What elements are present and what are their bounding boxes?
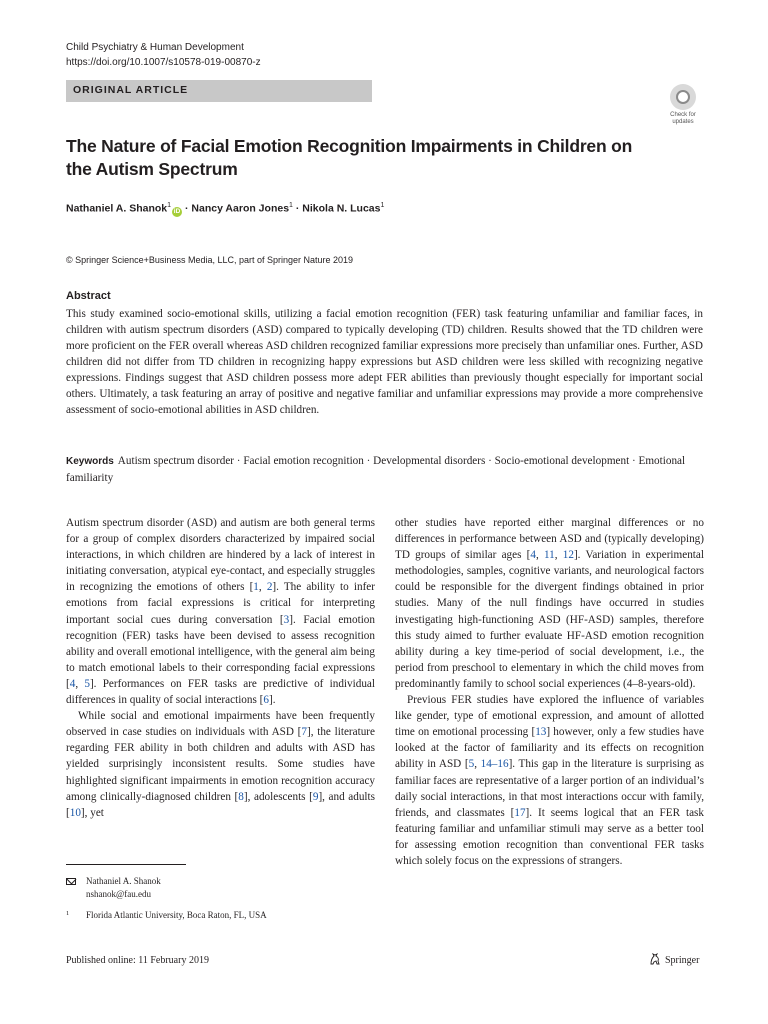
author-affiliation-marker: 1 — [167, 202, 172, 209]
citation-link[interactable]: 13 — [535, 726, 547, 739]
body-column-left — [66, 515, 375, 821]
check-for-updates-button[interactable] — [665, 84, 701, 124]
check-updates-label: Check for updates — [670, 112, 696, 125]
orcid-icon[interactable]: iD — [173, 207, 181, 215]
keywords-text: Autism spectrum disorder · Facial emotion recognition · Developmental disorders · Socio-emotional development · Emotional familiarity — [66, 455, 686, 484]
citation-link[interactable]: 14–16 — [480, 758, 509, 771]
citation-link[interactable]: 7 — [301, 726, 307, 739]
check-updates-icon — [670, 84, 696, 110]
citation-link[interactable]: 1 — [253, 581, 259, 594]
citation-link[interactable]: 4 — [530, 549, 536, 562]
footnotes — [66, 875, 267, 922]
author-name[interactable]: Nikola N. Lucas — [302, 202, 381, 215]
footnote-divider — [66, 864, 186, 865]
article-title: The Nature of Facial Emotion Recognition Impairments in Children on the Autism Spectrum — [66, 136, 633, 179]
corresponding-author-email[interactable]: nshanok@fau.edu — [86, 889, 152, 899]
paragraph: While social and emotional impairments have been frequently observed in case studies on individuals with ASD [7], the literature regarding FER ability in both children and adults with ASD has yielded surprisingly inconsistent results. Some studies have highlighted significant impairments in emotion recognition accuracy among clinically-diagnosed children [8], adolescents [9], and adults [10], yet — [66, 710, 375, 819]
citation-link[interactable]: 9 — [312, 790, 319, 803]
journal-header — [66, 40, 261, 70]
citation-link[interactable]: 4 — [69, 677, 76, 690]
body-column-right — [395, 515, 704, 869]
keywords-block — [66, 453, 703, 486]
journal-name: Child Psychiatry & Human Development — [66, 42, 244, 53]
corresponding-author-name: Nathaniel A. Shanok — [86, 876, 161, 886]
corresponding-author — [66, 875, 267, 901]
author-separator: · — [182, 202, 192, 215]
author-name[interactable]: Nathaniel A. Shanok — [66, 202, 168, 215]
publisher-logo — [648, 952, 699, 966]
author-affiliation-marker: 1 — [380, 202, 385, 209]
paragraph: Previous FER studies have explored the influence of variables like gender, type of emotional expression, and amount of allotted time on emotional processing [13] however, only a few studies have looked at the factor of familiarity and its effects on recognition ability in ASD [5, 14–16]. This gap in the literature is surprising as familiar faces are representative of a larger portion of an individual’s daily social interactions, in that most interactions occur with family, friends, and classmates [17]. It seems logical that an FER task featuring familiar and unfamiliar stimuli may serve as a better tool for assessing emotion recognition than conventional FER tasks which solely focus on the expressions of strangers. — [395, 694, 705, 867]
citation-link[interactable]: 12 — [562, 549, 574, 562]
abstract-text: This study examined socio-emotional skills, utilizing a facial emotion recognition (FER) task featuring unfamiliar and familiar faces, in children with autism spectrum disorders (ASD) compared to typically developing (TD) children. Results showed that the TD children were more proficient on the FER overall whereas ASD children recognized familiar expressions more precisely than unfamiliar ones. Further, ASD children did not differ from TD children in recognizing happy expressions but ASD children were less skilled with recognizing negative expressions. Findings suggest that ASD children possess more adept FER abilities than previously thought especially for important social others. Ultimately, a task featuring an array of positive and negative familiar and unfamiliar expressions may provide a more comprehensive assessment of socio-emotional abilities in ASD children. — [66, 308, 703, 416]
citation-link[interactable]: 6 — [263, 694, 269, 707]
springer-horse-icon — [648, 952, 662, 966]
author-affiliation-marker: 1 — [289, 202, 293, 209]
doi-link[interactable]: https://doi.org/10.1007/s10578-019-00870-z — [66, 57, 261, 68]
citation-link[interactable]: 2 — [266, 581, 273, 594]
copyright-line: © Springer Science+Business Media, LLC, part of Springer Nature 2019 — [66, 255, 354, 265]
abstract-heading: Abstract — [66, 290, 111, 302]
citation-link[interactable]: 3 — [283, 613, 290, 626]
keywords-heading: Keywords — [66, 456, 114, 467]
citation-link[interactable]: 5 — [84, 677, 90, 690]
affiliation-text: Florida Atlantic University, Boca Raton, FL, USA — [86, 910, 267, 920]
author-separator: · — [292, 202, 303, 215]
citation-link[interactable]: 10 — [69, 806, 81, 819]
article-type-badge — [66, 80, 372, 102]
citation-link[interactable]: 17 — [514, 806, 526, 819]
published-date: Published online: 11 February 2019 — [66, 955, 209, 966]
citation-link[interactable]: 8 — [238, 790, 244, 803]
affiliation — [66, 909, 267, 922]
citation-link[interactable]: 5 — [468, 758, 475, 771]
affiliation-number: 1 — [66, 910, 70, 917]
citation-link[interactable]: 11 — [543, 549, 555, 562]
paragraph: other studies have reported either marginal differences or no differences in performance between ASD and (typically developing) TD groups of similar ages [4, 11, 12]. Variation in experimental methodologies, samples, cognitive variants, and neurological factors could be responsible for the divergent findings obtained in prior studies. Many of the null findings have occurred in studies investigating high-functioning ASD (HF-ASD) samples, therefore this study aimed to further evaluate HF-ASD emotion recognition ability during a key time-period of social development, i.e., the period from preschool to elementary in which the child moves from predominantly family to school social experiences (4–8-years-old). — [395, 517, 704, 690]
author-name[interactable]: Nancy Aaron Jones — [191, 202, 290, 215]
article-type-label: ORIGINAL ARTICLE — [73, 84, 189, 96]
author-list — [66, 202, 384, 217]
envelope-icon — [66, 878, 76, 885]
publisher-name: Springer — [665, 955, 700, 966]
paragraph: Autism spectrum disorder (ASD) and autism are both general terms for a group of complex disorders characterized by impaired social interactions, in which children are hindered by a lack of interest in initiating conversation, atypical eye-contact, and especially struggles in recognizing the emotions of others [1, 2]. The ability to infer emotions from facial expressions is critical for interpreting important social cues during conversation [3]. Facial emotion recognition (FER) tasks have been devised to assess recognition ability and overall emotional intelligence, with the general aim being to match emotional labels to their corresponding facial expressions [4, 5]. Performances on FER tasks are predictive of individual differences in quality of social interactions [6]. — [66, 517, 375, 707]
